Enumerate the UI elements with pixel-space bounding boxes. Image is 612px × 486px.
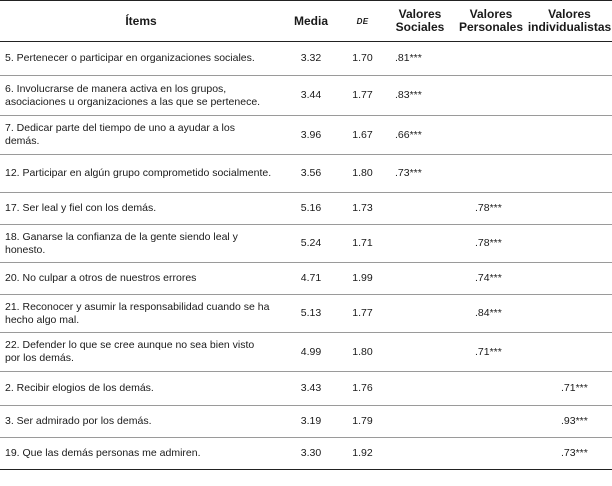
media-value: 4.99 xyxy=(282,333,340,372)
valores-sociales-value xyxy=(385,406,455,438)
valores-sociales-value xyxy=(385,438,455,470)
table-header xyxy=(0,1,612,42)
media-value: 3.96 xyxy=(282,116,340,155)
valores-personales-value: .71*** xyxy=(455,333,527,372)
table-row xyxy=(0,193,612,225)
media-value: 5.13 xyxy=(282,295,340,333)
valores-personales-value xyxy=(455,155,527,193)
valores-individualistas-value xyxy=(527,116,612,155)
header-valores-sociales: Valores Sociales xyxy=(385,1,455,42)
table-row xyxy=(0,263,612,295)
valores-individualistas-value xyxy=(527,295,612,333)
header-valores-individualistas: Valores individualistas xyxy=(527,1,612,42)
item-text: 17. Ser leal y fiel con los demás. xyxy=(0,193,282,225)
de-value: 1.76 xyxy=(340,372,385,406)
media-value: 3.44 xyxy=(282,76,340,116)
de-value: 1.79 xyxy=(340,406,385,438)
valores-individualistas-value xyxy=(527,193,612,225)
valores-individualistas-value: .73*** xyxy=(527,438,612,470)
de-value: 1.70 xyxy=(340,42,385,76)
valores-sociales-value: .81*** xyxy=(385,42,455,76)
item-text: 20. No culpar a otros de nuestros errores xyxy=(0,263,282,295)
de-value: 1.77 xyxy=(340,76,385,116)
table-row xyxy=(0,42,612,76)
media-value: 3.43 xyxy=(282,372,340,406)
item-text: 22. Defender lo que se cree aunque no sea bien visto por los demás. xyxy=(0,333,282,372)
item-text: 2. Recibir elogios de los demás. xyxy=(0,372,282,406)
item-text: 12. Participar en algún grupo comprometido socialmente. xyxy=(0,155,282,193)
valores-individualistas-value xyxy=(527,225,612,263)
de-value: 1.67 xyxy=(340,116,385,155)
valores-sociales-value xyxy=(385,193,455,225)
table-row xyxy=(0,116,612,155)
valores-personales-value xyxy=(455,372,527,406)
table-row xyxy=(0,406,612,438)
header-valores-personales: Valores Personales xyxy=(455,1,527,42)
valores-sociales-value xyxy=(385,295,455,333)
table-row xyxy=(0,225,612,263)
media-value: 3.30 xyxy=(282,438,340,470)
table-body xyxy=(0,42,612,470)
header-de: DE xyxy=(340,1,385,42)
media-value: 3.56 xyxy=(282,155,340,193)
valores-sociales-value xyxy=(385,263,455,295)
table-row xyxy=(0,372,612,406)
de-value: 1.80 xyxy=(340,333,385,372)
valores-individualistas-value xyxy=(527,155,612,193)
valores-personales-value: .78*** xyxy=(455,225,527,263)
item-text: 6. Involucrarse de manera activa en los grupos, asociaciones u organizaciones a las que se pertenece. xyxy=(0,76,282,116)
table-row xyxy=(0,438,612,470)
de-value: 1.92 xyxy=(340,438,385,470)
valores-personales-value: .84*** xyxy=(455,295,527,333)
valores-individualistas-value xyxy=(527,263,612,295)
valores-personales-value: .78*** xyxy=(455,193,527,225)
valores-personales-value: .74*** xyxy=(455,263,527,295)
valores-sociales-value xyxy=(385,372,455,406)
media-value: 4.71 xyxy=(282,263,340,295)
media-value: 5.16 xyxy=(282,193,340,225)
de-value: 1.73 xyxy=(340,193,385,225)
valores-sociales-value xyxy=(385,333,455,372)
header-items: Ítems xyxy=(0,1,282,42)
de-value: 1.99 xyxy=(340,263,385,295)
valores-personales-value xyxy=(455,116,527,155)
item-text: 18. Ganarse la confianza de la gente siendo leal y honesto. xyxy=(0,225,282,263)
de-value: 1.71 xyxy=(340,225,385,263)
item-text: 19. Que las demás personas me admiren. xyxy=(0,438,282,470)
media-value: 3.19 xyxy=(282,406,340,438)
de-value: 1.77 xyxy=(340,295,385,333)
valores-individualistas-value xyxy=(527,42,612,76)
header-media: Media xyxy=(282,1,340,42)
valores-sociales-value xyxy=(385,225,455,263)
item-text: 5. Pertenecer o participar en organizaciones sociales. xyxy=(0,42,282,76)
table-row xyxy=(0,76,612,116)
table-row xyxy=(0,333,612,372)
de-value: 1.80 xyxy=(340,155,385,193)
item-text: 21. Reconocer y asumir la responsabilidad cuando se ha hecho algo mal. xyxy=(0,295,282,333)
valores-personales-value xyxy=(455,406,527,438)
valores-individualistas-value xyxy=(527,76,612,116)
item-text: 3. Ser admirado por los demás. xyxy=(0,406,282,438)
valores-personales-value xyxy=(455,76,527,116)
table-row xyxy=(0,155,612,193)
header-row xyxy=(0,1,612,42)
valores-individualistas-value: .71*** xyxy=(527,372,612,406)
valores-sociales-value: .66*** xyxy=(385,116,455,155)
item-text: 7. Dedicar parte del tiempo de uno a ayudar a los demás. xyxy=(0,116,282,155)
media-value: 3.32 xyxy=(282,42,340,76)
media-value: 5.24 xyxy=(282,225,340,263)
valores-sociales-value: .83*** xyxy=(385,76,455,116)
valores-personales-value xyxy=(455,438,527,470)
table-row xyxy=(0,295,612,333)
valores-personales-value xyxy=(455,42,527,76)
valores-individualistas-value: .93*** xyxy=(527,406,612,438)
valores-sociales-value: .73*** xyxy=(385,155,455,193)
valores-individualistas-value xyxy=(527,333,612,372)
